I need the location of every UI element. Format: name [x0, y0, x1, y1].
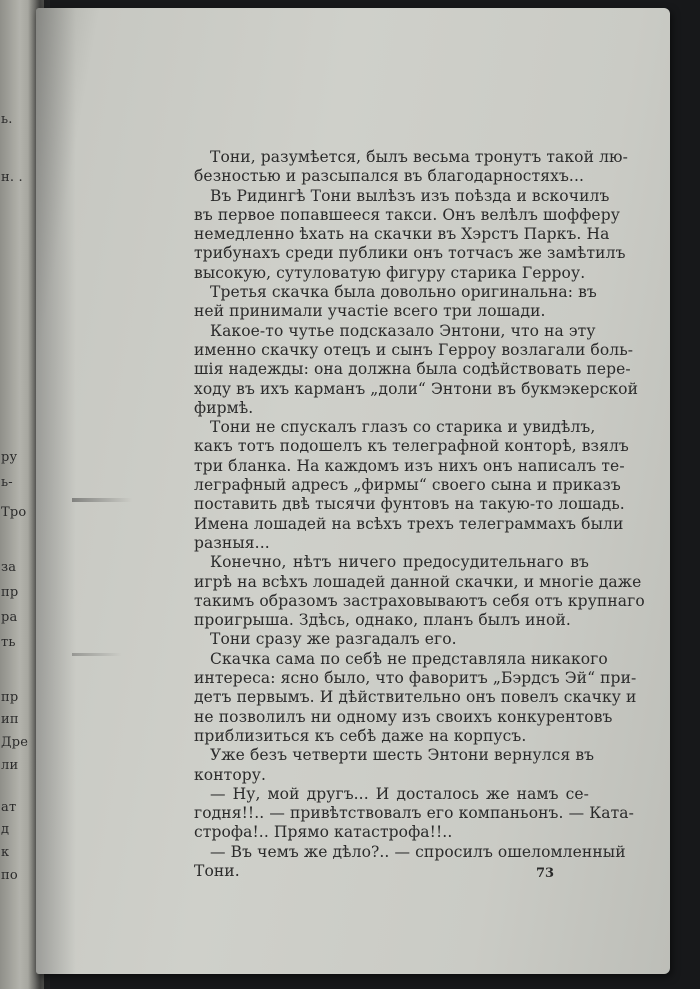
text-line: Какое-то чутье подсказало Энтони, что на эту [210, 321, 596, 340]
text-line: ходу въ ихъ карманъ „доли“ Энтони въ букмэкерской [194, 379, 639, 398]
book-page [36, 8, 670, 974]
text-line: годня!!.. — привѣтствовалъ его компаньонъ. — Ката- [194, 804, 634, 823]
text-line: интереса: ясно было, что фаворитъ „Бэрдсъ Эй“ при- [194, 669, 637, 688]
text-line: безностью и разсыпался въ благодарностяхъ... [194, 167, 585, 186]
text-line: въ первое попавшееся такси. Онъ велѣлъ шофферу [194, 205, 620, 224]
page-crease [72, 653, 122, 656]
text-line: приблизиться къ себѣ даже на корпусъ. [194, 726, 527, 745]
text-line: немедленно ѣхать на скачки въ Хэрстъ Паркъ. На [194, 225, 610, 244]
text-line: леграфный адресъ „фирмы“ своего сына и приказъ [194, 476, 621, 495]
prev-page-fragment: по [1, 868, 18, 883]
prev-page-fragment: к [1, 845, 10, 860]
prev-page-fragment: ип [1, 712, 19, 727]
text-line: Третья скачка была довольно оригинальна: въ [210, 283, 597, 302]
text-line: высокую, сутуловатую фигуру старика Герроу. [194, 263, 586, 282]
prev-page-fragment: пр [1, 690, 19, 705]
text-line: три бланка. На каждомъ изъ нихъ онъ написалъ те- [194, 456, 625, 475]
text-line: Уже безъ четверти шесть Энтони вернулся въ [210, 746, 595, 765]
text-line: трибунахъ среди публики онъ тотчасъ же замѣтилъ [194, 244, 626, 263]
text-line: — Ну, мой другъ... И досталось же намъ се- [210, 784, 589, 803]
text-line: Въ Ридингѣ Тони вылѣзъ изъ поѣзда и вскочилъ [210, 186, 610, 205]
page-crease [72, 498, 132, 502]
text-line: Тони, разумѣется, былъ весьма тронутъ такой лю- [210, 148, 628, 166]
text-line: именно скачку отецъ и сынъ Герроу возлагали боль- [194, 340, 634, 359]
page-number: 73 [536, 866, 555, 881]
text-line: поставить двѣ тысячи фунтовъ на такую-то лошадь. [194, 495, 625, 514]
text-line: игрѣ на всѣхъ лошадей данной скачки, и многіе даже [194, 572, 642, 591]
prev-page-fragment: за [1, 560, 17, 575]
text-line: детъ первымъ. И дѣйствительно онъ повелъ скачку и [194, 688, 637, 707]
text-line: Конечно, нѣтъ ничего предосудительнаго въ [210, 553, 589, 572]
text-line: Имена лошадей на всѣхъ трехъ телеграммахъ были [194, 514, 624, 533]
text-line: Тони не спускалъ глазъ со старика и увидѣлъ, [210, 418, 596, 437]
prev-page-fragment: Дре [1, 735, 29, 750]
text-line: фирмѣ. [194, 398, 254, 417]
prev-page-fragment: Тро [1, 505, 27, 520]
prev-page-fragment: ь. [1, 112, 13, 127]
text-line: Тони. [194, 861, 240, 880]
prev-page-fragment: н. . [1, 170, 23, 185]
prev-page-fragment: ли [1, 758, 19, 773]
prev-page-fragment: д [1, 822, 10, 837]
prev-page-fragment: ь- [1, 475, 13, 490]
text-line: строфа!.. Прямо катастрофа!!.. [194, 823, 453, 842]
text-line: контору. [194, 765, 267, 784]
text-line: не позволилъ ни одному изъ своихъ конкурентовъ [194, 707, 613, 726]
page-text [194, 148, 645, 881]
text-line: какъ тотъ подошелъ къ телеграфной конторѣ, взялъ [194, 437, 629, 456]
prev-page-fragment: ра [1, 610, 18, 625]
prev-page-fragment: пр [1, 585, 19, 600]
text-line: — Въ чемъ же дѣло?.. — спросилъ ошеломленный [210, 842, 626, 861]
text-line: ней принимали участіе всего три лошади. [194, 302, 546, 321]
prev-page-fragment: ру [1, 450, 18, 465]
text-line: шія надежды: она должна была содѣйствовать пере- [194, 360, 631, 379]
prev-page-fragment: ат [1, 800, 17, 815]
text-line: Скачка сама по себѣ не представляла никакого [210, 649, 608, 668]
text-line: разныя... [194, 533, 270, 552]
prev-page-fragment: ть [1, 635, 16, 650]
page-shadow [36, 8, 76, 974]
text-line: Тони сразу же разгадалъ его. [210, 630, 457, 649]
text-line: такимъ образомъ застраховываютъ себя отъ крупнаго [194, 591, 645, 610]
text-line: проигрыша. Здѣсь, однако, планъ былъ иной. [194, 611, 571, 630]
